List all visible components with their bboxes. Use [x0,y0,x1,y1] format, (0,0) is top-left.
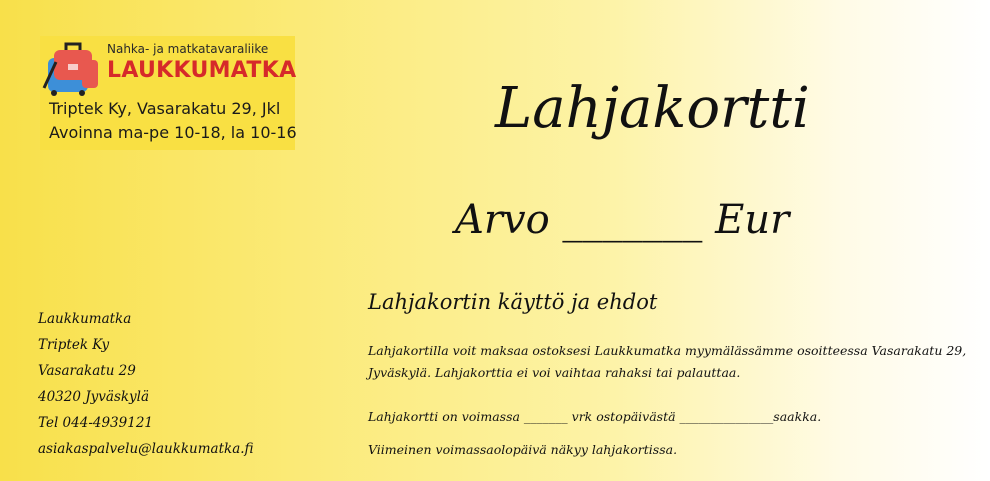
logo-opening-hours: Avoinna ma-pe 10-18, la 10-16 [49,123,297,142]
contact-company: Laukkumatka [38,311,132,327]
contact-legal-name: Triptek Ky [38,337,110,353]
contact-postal: 40320 Jyväskylä [38,389,150,405]
contact-email: asiakaspalvelu@laukkumatka.fi [38,441,254,457]
card-title: Lahjakortti [495,76,810,141]
contact-street: Vasarakatu 29 [38,363,136,379]
contact-phone: Tel 044-4939121 [38,415,154,431]
store-logo [40,36,295,150]
card-value-line: Arvo _______ Eur [455,197,790,243]
contact-block [38,306,254,462]
logo-address: Triptek Ky, Vasarakatu 29, Jkl [49,99,281,118]
logo-brand-name: LAUKKUMATKA [107,58,297,83]
luggage-bag-icon [42,40,104,96]
logo-tagline: Nahka- ja matkatavaraliike [107,42,269,56]
terms-paragraph: Lahjakortilla voit maksaa ostoksesi Laukkumatka myymälässämme osoitteessa Vasarakatu 29, Jyväskylä. Lahjakorttia ei voi vaihtaa rahaksi tai palauttaa. [368,343,967,380]
terms-last-day-note: Viimeinen voimassaolopäivä näkyy lahjakortissa. [368,442,678,457]
terms-heading: Lahjakortin käyttö ja ehdot [368,290,658,314]
terms-validity: Lahjakortti on voimassa _______ vrk ostopäivästä _______________saakka. [368,409,822,424]
